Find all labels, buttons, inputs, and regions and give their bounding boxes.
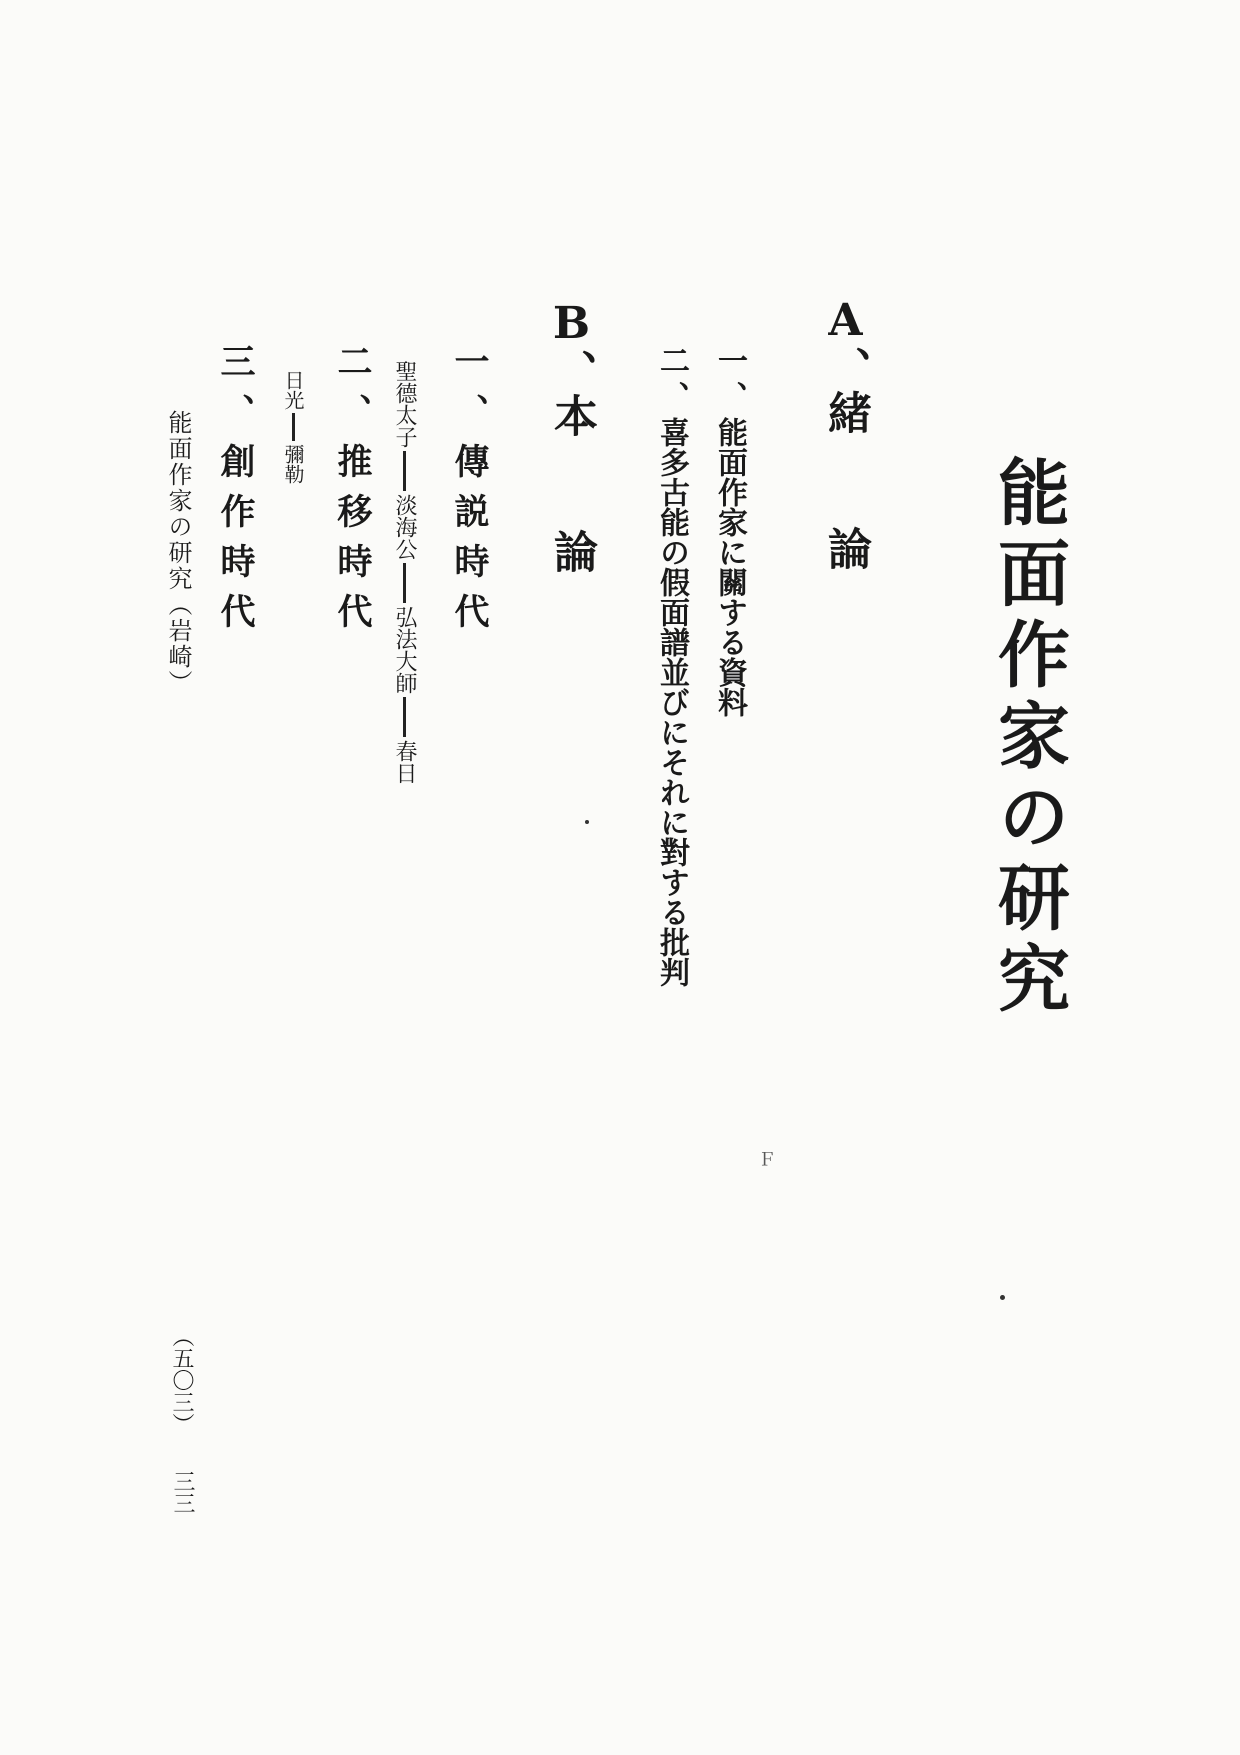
page-number-primary: （五〇三）	[169, 1325, 194, 1435]
toc-item-b3	[215, 343, 256, 643]
connector-line	[292, 413, 295, 441]
toc-item-number: 一、	[712, 345, 747, 417]
toc-item-text: 喜多古能の假面譜並びにそれに對する批判	[654, 417, 689, 987]
toc-subitems-b2	[283, 370, 303, 484]
toc-item-b2	[332, 343, 373, 643]
toc-item-a1	[712, 345, 747, 717]
toc-item-number: 二、	[332, 343, 373, 443]
subitem: 日光	[281, 370, 305, 410]
connector-line	[403, 451, 406, 491]
toc-item-number: 三、	[215, 343, 256, 443]
toc-subitems-b1	[393, 360, 415, 784]
section-b-heading	[546, 298, 597, 573]
marginal-mark: Ｆ	[755, 1150, 776, 1168]
section-a-label-end: 論	[820, 526, 871, 570]
subitem: 聖德太子	[392, 360, 417, 448]
section-a-heading	[820, 295, 871, 570]
ink-speck	[585, 820, 589, 824]
toc-item-text: 推移時代	[332, 443, 373, 643]
running-title: 能面作家の研究（岩崎）	[164, 410, 192, 696]
ink-speck	[1000, 1295, 1005, 1300]
section-a-label: A、緒	[820, 295, 871, 434]
toc-item-text: 能面作家に關する資料	[712, 417, 747, 717]
toc-item-text: 傳説時代	[449, 443, 490, 643]
toc-item-text: 創作時代	[215, 443, 256, 643]
subitem: 春日	[392, 740, 417, 784]
toc-item-a2	[654, 345, 689, 987]
toc-item-b1	[449, 343, 490, 643]
toc-item-number: 二、	[654, 345, 689, 417]
page-number-secondary: 三三	[170, 1470, 195, 1514]
connector-line	[403, 697, 406, 737]
toc-item-number: 一、	[449, 343, 490, 443]
page-title: 能面作家の研究	[986, 455, 1071, 1022]
section-b-label: B、本	[546, 298, 597, 437]
subitem: 彌勒	[281, 444, 305, 484]
subitem: 弘法大師	[392, 606, 417, 694]
subitem: 淡海公	[392, 494, 417, 560]
connector-line	[403, 563, 406, 603]
section-b-label-end: 論	[546, 529, 597, 573]
